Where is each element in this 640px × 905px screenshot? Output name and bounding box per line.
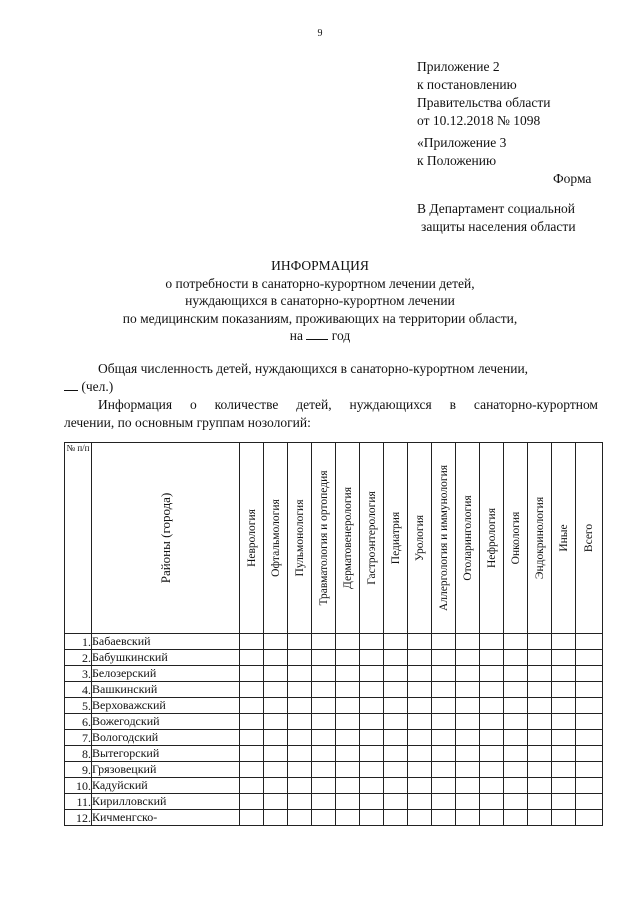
data-cell[interactable] bbox=[384, 698, 408, 714]
data-cell[interactable] bbox=[480, 650, 504, 666]
header-column-label: Гастроэнтерология bbox=[365, 491, 378, 585]
data-cell[interactable] bbox=[264, 650, 288, 666]
data-cell[interactable] bbox=[552, 650, 576, 666]
data-cell[interactable] bbox=[312, 650, 336, 666]
data-cell[interactable] bbox=[288, 810, 312, 826]
data-cell[interactable] bbox=[408, 794, 432, 810]
data-cell[interactable] bbox=[408, 762, 432, 778]
data-cell[interactable] bbox=[288, 794, 312, 810]
data-cell[interactable] bbox=[240, 698, 264, 714]
data-cell[interactable] bbox=[360, 810, 384, 826]
data-cell[interactable] bbox=[288, 698, 312, 714]
data-cell[interactable] bbox=[528, 778, 552, 794]
data-cell[interactable] bbox=[456, 778, 480, 794]
annex-block bbox=[417, 58, 550, 130]
data-cell[interactable] bbox=[408, 682, 432, 698]
data-cell[interactable] bbox=[480, 778, 504, 794]
data-cell[interactable] bbox=[336, 650, 360, 666]
data-cell[interactable] bbox=[432, 746, 456, 762]
data-cell[interactable] bbox=[456, 762, 480, 778]
table-row bbox=[65, 746, 603, 762]
word: в bbox=[449, 397, 457, 412]
data-cell[interactable] bbox=[456, 746, 480, 762]
header-district-label: Районы (города) bbox=[157, 492, 173, 584]
title-year-suffix: год bbox=[331, 328, 351, 343]
header-column-label: Неврология bbox=[245, 509, 258, 567]
data-cell[interactable] bbox=[456, 650, 480, 666]
data-cell[interactable] bbox=[576, 810, 603, 826]
data-cell[interactable] bbox=[528, 634, 552, 650]
data-cell[interactable] bbox=[264, 682, 288, 698]
annex-inner-block bbox=[417, 134, 506, 170]
data-cell[interactable] bbox=[552, 634, 576, 650]
recipient-line: защиты населения области bbox=[421, 219, 576, 234]
data-cell[interactable] bbox=[240, 650, 264, 666]
unit-label: (чел.) bbox=[81, 379, 114, 394]
paragraph-total-unit bbox=[64, 378, 113, 396]
data-cell[interactable] bbox=[408, 650, 432, 666]
data-cell[interactable] bbox=[240, 810, 264, 826]
data-cell[interactable] bbox=[264, 810, 288, 826]
paragraph-total: Общая численность детей, нуждающихся в санаторно-курортном лечении, bbox=[98, 361, 529, 376]
data-cell[interactable] bbox=[312, 794, 336, 810]
row-number: 2. bbox=[65, 650, 92, 666]
data-cell[interactable] bbox=[336, 666, 360, 682]
data-cell[interactable] bbox=[384, 666, 408, 682]
data-cell[interactable] bbox=[384, 714, 408, 730]
data-cell[interactable] bbox=[384, 650, 408, 666]
data-cell[interactable] bbox=[480, 634, 504, 650]
paragraph-info-line1 bbox=[98, 396, 598, 414]
header-column-label: Педиатрия bbox=[389, 511, 402, 565]
data-cell[interactable] bbox=[552, 730, 576, 746]
data-cell[interactable] bbox=[240, 714, 264, 730]
district-name: Вологодский bbox=[92, 730, 240, 746]
table-row bbox=[65, 794, 603, 810]
word: нуждающихся bbox=[349, 397, 432, 412]
data-cell[interactable] bbox=[480, 714, 504, 730]
data-cell[interactable] bbox=[336, 778, 360, 794]
data-cell[interactable] bbox=[432, 730, 456, 746]
data-cell[interactable] bbox=[408, 698, 432, 714]
data-cell[interactable] bbox=[456, 666, 480, 682]
data-cell[interactable] bbox=[480, 810, 504, 826]
annex-line: к постановлению bbox=[417, 77, 517, 92]
data-cell[interactable] bbox=[240, 778, 264, 794]
data-cell[interactable] bbox=[384, 682, 408, 698]
data-cell[interactable] bbox=[336, 682, 360, 698]
data-cell[interactable] bbox=[264, 666, 288, 682]
annex-line: Приложение 2 bbox=[417, 59, 500, 74]
data-cell[interactable] bbox=[312, 762, 336, 778]
recipient-line: В Департамент социальной bbox=[417, 201, 576, 216]
data-cell[interactable] bbox=[312, 666, 336, 682]
row-number: 8. bbox=[65, 746, 92, 762]
data-cell[interactable] bbox=[504, 650, 528, 666]
data-cell[interactable] bbox=[528, 682, 552, 698]
data-cell[interactable] bbox=[480, 682, 504, 698]
row-number: 7. bbox=[65, 730, 92, 746]
data-cell[interactable] bbox=[480, 730, 504, 746]
title-line: нуждающихся в санаторно-курортном лечении bbox=[185, 293, 455, 308]
data-cell[interactable] bbox=[576, 698, 603, 714]
data-cell[interactable] bbox=[312, 778, 336, 794]
data-cell[interactable] bbox=[336, 794, 360, 810]
data-cell[interactable] bbox=[552, 746, 576, 762]
header-column-label: Аллергология и иммунология bbox=[437, 464, 450, 612]
header-column-label: Всего bbox=[583, 523, 595, 553]
data-cell[interactable] bbox=[456, 810, 480, 826]
data-cell[interactable] bbox=[288, 778, 312, 794]
data-cell[interactable] bbox=[384, 730, 408, 746]
data-cell[interactable] bbox=[360, 698, 384, 714]
data-cell[interactable] bbox=[576, 746, 603, 762]
data-cell[interactable] bbox=[432, 682, 456, 698]
data-cell[interactable] bbox=[576, 682, 603, 698]
header-column-label: Онкология bbox=[509, 511, 522, 565]
row-number: 5. bbox=[65, 698, 92, 714]
header-column-label: Нефрология bbox=[485, 508, 498, 568]
header-column-label: Урология bbox=[413, 514, 426, 562]
table-row bbox=[65, 634, 603, 650]
word: детей, bbox=[296, 397, 332, 412]
row-number: 3. bbox=[65, 666, 92, 682]
data-cell[interactable] bbox=[528, 794, 552, 810]
annex-line: Правительства области bbox=[417, 95, 551, 110]
data-cell[interactable] bbox=[288, 762, 312, 778]
data-cell[interactable] bbox=[240, 762, 264, 778]
data-cell[interactable] bbox=[360, 634, 384, 650]
data-cell[interactable] bbox=[528, 714, 552, 730]
data-cell[interactable] bbox=[552, 778, 576, 794]
data-cell[interactable] bbox=[432, 634, 456, 650]
data-cell[interactable] bbox=[504, 634, 528, 650]
annex-inner-line: к Положению bbox=[417, 153, 497, 168]
row-number: 4. bbox=[65, 682, 92, 698]
data-cell[interactable] bbox=[456, 794, 480, 810]
page-number: 9 bbox=[317, 28, 323, 39]
data-cell[interactable] bbox=[408, 746, 432, 762]
data-cell[interactable] bbox=[432, 794, 456, 810]
data-cell[interactable] bbox=[432, 778, 456, 794]
header-column bbox=[504, 443, 528, 634]
header-number: № п/п bbox=[65, 443, 92, 634]
data-cell[interactable] bbox=[360, 746, 384, 762]
data-cell[interactable] bbox=[288, 650, 312, 666]
table-row bbox=[65, 714, 603, 730]
data-cell[interactable] bbox=[264, 794, 288, 810]
header-column bbox=[456, 443, 480, 634]
count-blank bbox=[64, 389, 78, 391]
word: о bbox=[190, 397, 197, 412]
paragraph-info bbox=[98, 396, 598, 414]
title-heading: ИНФОРМАЦИЯ bbox=[271, 258, 369, 273]
data-cell[interactable] bbox=[456, 698, 480, 714]
district-name: Кирилловский bbox=[92, 794, 240, 810]
data-cell[interactable] bbox=[504, 714, 528, 730]
data-cell[interactable] bbox=[504, 746, 528, 762]
data-cell[interactable] bbox=[552, 794, 576, 810]
data-cell[interactable] bbox=[360, 794, 384, 810]
data-cell[interactable] bbox=[504, 762, 528, 778]
data-cell[interactable] bbox=[360, 762, 384, 778]
data-cell[interactable] bbox=[528, 666, 552, 682]
data-cell[interactable] bbox=[408, 634, 432, 650]
district-name: Вожегодский bbox=[92, 714, 240, 730]
data-cell[interactable] bbox=[480, 698, 504, 714]
data-cell[interactable] bbox=[576, 634, 603, 650]
data-cell[interactable] bbox=[240, 746, 264, 762]
data-cell[interactable] bbox=[552, 698, 576, 714]
nosology-table bbox=[64, 442, 603, 826]
data-cell[interactable] bbox=[360, 730, 384, 746]
annex-inner-line: «Приложение 3 bbox=[417, 135, 507, 150]
data-cell[interactable] bbox=[480, 794, 504, 810]
data-cell[interactable] bbox=[432, 762, 456, 778]
data-cell[interactable] bbox=[480, 762, 504, 778]
data-cell[interactable] bbox=[504, 794, 528, 810]
data-cell[interactable] bbox=[288, 666, 312, 682]
data-cell[interactable] bbox=[312, 634, 336, 650]
data-cell[interactable] bbox=[432, 714, 456, 730]
data-cell[interactable] bbox=[384, 794, 408, 810]
title-line: о потребности в санаторно-курортном лечении детей, bbox=[165, 275, 475, 291]
row-number: 10. bbox=[65, 778, 92, 794]
data-cell[interactable] bbox=[240, 794, 264, 810]
data-cell[interactable] bbox=[264, 762, 288, 778]
data-cell[interactable] bbox=[288, 634, 312, 650]
data-cell[interactable] bbox=[552, 810, 576, 826]
data-cell[interactable] bbox=[504, 730, 528, 746]
data-cell[interactable] bbox=[528, 810, 552, 826]
data-cell[interactable] bbox=[552, 682, 576, 698]
data-cell[interactable] bbox=[456, 634, 480, 650]
header-column bbox=[384, 443, 408, 634]
data-cell[interactable] bbox=[360, 778, 384, 794]
data-cell[interactable] bbox=[360, 682, 384, 698]
data-cell[interactable] bbox=[432, 666, 456, 682]
data-cell[interactable] bbox=[336, 810, 360, 826]
data-cell[interactable] bbox=[240, 682, 264, 698]
data-cell[interactable] bbox=[336, 730, 360, 746]
data-cell[interactable] bbox=[264, 778, 288, 794]
data-cell[interactable] bbox=[504, 666, 528, 682]
table-row bbox=[65, 698, 603, 714]
data-cell[interactable] bbox=[312, 746, 336, 762]
table-row bbox=[65, 762, 603, 778]
data-cell[interactable] bbox=[576, 762, 603, 778]
header-column bbox=[264, 443, 288, 634]
district-name: Вашкинский bbox=[92, 682, 240, 698]
data-cell[interactable] bbox=[264, 730, 288, 746]
data-cell[interactable] bbox=[432, 650, 456, 666]
data-cell[interactable] bbox=[288, 682, 312, 698]
row-number: 12. bbox=[65, 810, 92, 826]
data-cell[interactable] bbox=[456, 714, 480, 730]
word: санаторно-курортном bbox=[473, 397, 598, 412]
data-cell[interactable] bbox=[264, 746, 288, 762]
data-cell[interactable] bbox=[384, 746, 408, 762]
data-cell[interactable] bbox=[552, 714, 576, 730]
data-cell[interactable] bbox=[360, 714, 384, 730]
data-cell[interactable] bbox=[336, 634, 360, 650]
data-cell[interactable] bbox=[528, 730, 552, 746]
district-name: Белозерский bbox=[92, 666, 240, 682]
table-row bbox=[65, 650, 603, 666]
data-cell[interactable] bbox=[576, 778, 603, 794]
table-row bbox=[65, 666, 603, 682]
data-cell[interactable] bbox=[528, 762, 552, 778]
recipient-block bbox=[417, 200, 576, 236]
title-line: по медицинским показаниям, проживающих на территории области, bbox=[122, 310, 518, 326]
data-cell[interactable] bbox=[576, 650, 603, 666]
data-cell[interactable] bbox=[312, 730, 336, 746]
header-column-label: Офтальмология bbox=[269, 499, 282, 577]
row-number: 6. bbox=[65, 714, 92, 730]
table-row bbox=[65, 778, 603, 794]
district-name: Верховажский bbox=[92, 698, 240, 714]
row-number: 11. bbox=[65, 794, 92, 810]
data-cell[interactable] bbox=[240, 634, 264, 650]
data-cell[interactable] bbox=[480, 746, 504, 762]
data-cell[interactable] bbox=[528, 746, 552, 762]
data-cell[interactable] bbox=[408, 810, 432, 826]
district-name: Кадуйский bbox=[92, 778, 240, 794]
data-cell[interactable] bbox=[456, 730, 480, 746]
data-cell[interactable] bbox=[408, 714, 432, 730]
data-cell[interactable] bbox=[384, 810, 408, 826]
header-column bbox=[480, 443, 504, 634]
header-district bbox=[92, 443, 240, 634]
paragraph-info-line2: лечении, по основным группам нозологий: bbox=[64, 415, 311, 430]
data-cell[interactable] bbox=[576, 794, 603, 810]
header-column bbox=[336, 443, 360, 634]
word: Информация bbox=[98, 397, 173, 412]
year-blank bbox=[306, 338, 328, 340]
header-column-label: Дерматовенерология bbox=[341, 486, 354, 590]
table-row bbox=[65, 730, 603, 746]
data-cell[interactable] bbox=[360, 666, 384, 682]
district-name: Бабаевский bbox=[92, 634, 240, 650]
data-cell[interactable] bbox=[288, 730, 312, 746]
data-cell[interactable] bbox=[312, 698, 336, 714]
data-cell[interactable] bbox=[336, 762, 360, 778]
table-body bbox=[65, 634, 603, 826]
data-cell[interactable] bbox=[576, 666, 603, 682]
district-name: Бабушкинский bbox=[92, 650, 240, 666]
district-name: Грязовецкий bbox=[92, 762, 240, 778]
data-cell[interactable] bbox=[336, 714, 360, 730]
district-name: Вытегорский bbox=[92, 746, 240, 762]
data-cell[interactable] bbox=[504, 810, 528, 826]
data-cell[interactable] bbox=[576, 730, 603, 746]
document-title bbox=[0, 257, 640, 345]
word: количестве bbox=[214, 397, 279, 412]
data-cell[interactable] bbox=[312, 714, 336, 730]
data-cell[interactable] bbox=[288, 714, 312, 730]
data-cell[interactable] bbox=[264, 698, 288, 714]
data-cell[interactable] bbox=[504, 778, 528, 794]
header-column-label: Травматология и ортопедия bbox=[317, 470, 330, 606]
table-row bbox=[65, 682, 603, 698]
data-cell[interactable] bbox=[432, 698, 456, 714]
header-column bbox=[528, 443, 552, 634]
data-cell[interactable] bbox=[384, 762, 408, 778]
data-cell[interactable] bbox=[240, 730, 264, 746]
header-column bbox=[576, 443, 603, 634]
annex-line: от 10.12.2018 № 1098 bbox=[417, 113, 541, 128]
data-cell[interactable] bbox=[408, 778, 432, 794]
data-cell[interactable] bbox=[552, 666, 576, 682]
district-name: Кичменгско- bbox=[92, 810, 240, 826]
header-row bbox=[65, 443, 603, 634]
title-year-prefix: на bbox=[289, 328, 304, 343]
data-cell[interactable] bbox=[504, 682, 528, 698]
header-column bbox=[360, 443, 384, 634]
header-column bbox=[552, 443, 576, 634]
header-column bbox=[288, 443, 312, 634]
data-cell[interactable] bbox=[240, 666, 264, 682]
header-column-label: Отоларингология bbox=[461, 495, 474, 581]
data-cell[interactable] bbox=[264, 714, 288, 730]
data-cell[interactable] bbox=[408, 666, 432, 682]
data-cell[interactable] bbox=[312, 810, 336, 826]
data-cell[interactable] bbox=[408, 730, 432, 746]
data-cell[interactable] bbox=[264, 634, 288, 650]
title-year-line bbox=[0, 327, 640, 345]
data-cell[interactable] bbox=[504, 698, 528, 714]
data-cell[interactable] bbox=[336, 746, 360, 762]
header-column bbox=[408, 443, 432, 634]
data-cell[interactable] bbox=[456, 682, 480, 698]
data-cell[interactable] bbox=[528, 650, 552, 666]
data-cell[interactable] bbox=[576, 714, 603, 730]
header-column-label: Пульмонология bbox=[293, 499, 306, 577]
form-label: Форма bbox=[553, 171, 592, 186]
header-column bbox=[432, 443, 456, 634]
data-cell[interactable] bbox=[432, 810, 456, 826]
header-column-label: Иные bbox=[557, 524, 570, 552]
data-cell[interactable] bbox=[528, 698, 552, 714]
data-cell[interactable] bbox=[288, 746, 312, 762]
data-cell[interactable] bbox=[384, 778, 408, 794]
data-cell[interactable] bbox=[312, 682, 336, 698]
header-column bbox=[312, 443, 336, 634]
table-row bbox=[65, 810, 603, 826]
data-cell[interactable] bbox=[336, 698, 360, 714]
data-cell[interactable] bbox=[360, 650, 384, 666]
header-column bbox=[240, 443, 264, 634]
row-number: 1. bbox=[65, 634, 92, 650]
data-cell[interactable] bbox=[384, 634, 408, 650]
row-number: 9. bbox=[65, 762, 92, 778]
data-cell[interactable] bbox=[552, 762, 576, 778]
header-column-label: Эндокринология bbox=[533, 496, 546, 580]
data-cell[interactable] bbox=[480, 666, 504, 682]
